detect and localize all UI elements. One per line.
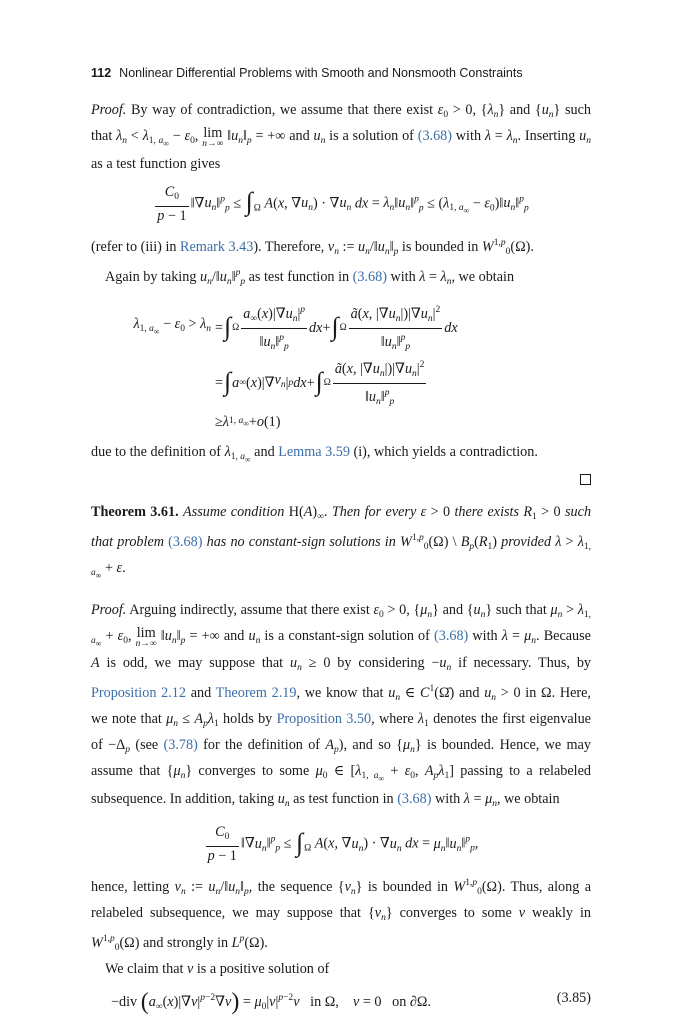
ref-proposition-2-12[interactable]: Proposition 2.12: [91, 685, 186, 702]
ref-lemma-3-59[interactable]: Lemma 3.59: [278, 443, 350, 460]
page-number: 112: [91, 66, 112, 80]
proof-label-2: Proof.: [91, 601, 127, 618]
proof-2-bounded: hence, letting $v_n$ := $u_n/‖u_n‖_p$, the sequence $\{v_n\}$ is bounded in W$^{1,p}_0$(Ω). Thus, along a relabeled subsequence, we may suppose that $\{v_n\}$ converges to some v weakly in W$^{1,p}_0$(Ω) and strongly in $L^p(\Omega)$.: [91, 878, 591, 954]
ref-3-68-b[interactable]: (3.68): [352, 268, 387, 285]
proof-2-claim: We claim that v is a positive solution of: [105, 961, 330, 978]
ref-3-68-d[interactable]: (3.68): [434, 627, 469, 644]
proof-label: Proof.: [91, 102, 127, 118]
equation-chain: $\lambda_{1, a_\infty} - \varepsilon_0 > \lambda_n$ = ∫ Ω $\frac{a_\infty(x)|\nabla u_n|^p}{‖u_n‖^p_p}$ dx + ∫ Ω $\frac{ã(x, |\nabla u_n|)|\nabla u_n|^2}{‖u_n‖^p_p}$ dx = ∫ a ∞ ( x )|∇ $v_n$ | p dx + ∫ Ω $\frac{ã(x, |\nabla u_n|)|\nabla u_n|^2}{‖u_n‖^p_p}$ ≥ λ 1, $a_\infty$ + o (1): [121, 301, 591, 434]
theorem-label: Theorem 3.61.: [91, 503, 179, 520]
proof-1-conclusion: due to the definition of $\lambda_{1, a_\infty}$ and Lemma 3.59 (i), which yields a contradiction.: [91, 443, 538, 464]
proof-1-intro: Proof. By way of contradiction, we assume that there exist $\varepsilon_0 > 0$, $\{\lambda_n\}$ and $\{u_n\}$ such that $\lambda_n < \lambda_{1, a_\infty} - \varepsilon_0$, lim n→∞ $‖u_n‖_p$ = +∞ and $u_n$ is a solution of (3.68) with $\lambda = \lambda_n$. Inserting $u_n$ as a test function gives: [91, 102, 591, 172]
ref-3-68[interactable]: (3.68): [417, 128, 452, 144]
ref-remark-3-43[interactable]: Remark 3.43: [180, 238, 254, 255]
equation-estimate-2: $\frac{C_0}{p - 1}$ $‖\nabla u_n‖^p_p \le \int_\Omega$ A(x, $\nabla u_n) \cdot \nabla u_n$ dx = $\mu_n‖u_n‖^p_p$,: [207, 824, 479, 865]
equation-number: (3.85): [556, 990, 591, 1007]
equation-3-85: −div $(a_\infty(x)|\nabla v|^{p-2}\nabla v) = \mu_0|v|^{p-2}v$ in Ω, v = 0 on ∂Ω. (3.85): [91, 988, 591, 1018]
ref-theorem-2-19[interactable]: Theorem 2.19: [215, 685, 297, 702]
running-title: Nonlinear Differential Problems with Smooth and Nonsmooth Constraints: [119, 66, 523, 80]
ref-3-68-c[interactable]: (3.68): [168, 533, 203, 550]
running-header: [91, 66, 591, 80]
theorem-3-61: Theorem 3.61. Assume condition $H(A)_\infty$. Then for every ε > 0 there exists $R_1 > 0$ such that problem (3.68) has no constant-sign solutions in W$^{1,p}_0$(Ω) \ $B_p(R_1)$ provided $\lambda > \lambda_{1, a_\infty} + \varepsilon$.: [91, 503, 592, 580]
proof-1-bounded: (refer to (iii) in Remark 3.43). Therefore, $v_n$ := $u_n/‖u_n‖_p$ is bounded in W$^{1,p}_0$(Ω).: [91, 237, 534, 257]
qed-mark-1: [91, 474, 591, 488]
proof-1-again: Again by taking $u_n/‖u_n‖^p_p$ as test function in (3.68) with $\lambda = \lambda_n$, we obtain: [105, 267, 515, 287]
ref-3-78[interactable]: (3.78): [163, 737, 198, 754]
ref-3-68-e[interactable]: (3.68): [397, 791, 432, 808]
page-body: [91, 100, 591, 1026]
ref-proposition-3-50[interactable]: Proposition 3.50: [276, 711, 372, 728]
equation-estimate-1: $\frac{C_0}{p - 1}$ $‖\nabla u_n‖^p_p \le \int_\Omega$ A(x, $\nabla u_n) \cdot \nabla u_n$ dx = $\lambda_n‖u_n‖^p_p \le (\lambda_{1, a_\infty}$ − $\varepsilon_0)‖u_n‖^p_p$: [157, 183, 529, 224]
proof-2-intro: Proof. Arguing indirectly, assume that there exist $\varepsilon_0 > 0$, $\{\mu_n\}$ and $\{u_n\}$ such that $\mu_n > \lambda_{1, a_\infty} + \varepsilon_0$, lim n→∞ $‖u_n‖_p$ = +∞ and $u_n$ is a constant-sign solution of (3.68) with $\lambda = \mu_n$. Because A is odd, we may suppose that $u_n \ge 0$ by considering $-u_n$ if necessary. Thus, by Proposition 2.12 and Theorem 2.19, we know that $u_n$ ∈ $C^1(\Omegā)$ and $u_n > 0$ in Ω. Here, we note that $\mu_n \le A_p\lambda_1$ holds by Proposition 3.50, where $\lambda_1$ denotes the first eigenvalue of $-\Delta_p$ (see (3.78) for the definition of $A_p$), and so $\{\mu_n\}$ is bounded. Hence, we may assume that $\{\mu_n\}$ converges to some $\mu_0$ ∈ [$\lambda_{1, a_\infty} + \varepsilon_0$, $A_p\lambda_1$] passing to a relabeled subsequence. In addition, taking $u_n$ as test function in (3.68) with $\lambda = \mu_n$, we obtain: [91, 601, 592, 810]
